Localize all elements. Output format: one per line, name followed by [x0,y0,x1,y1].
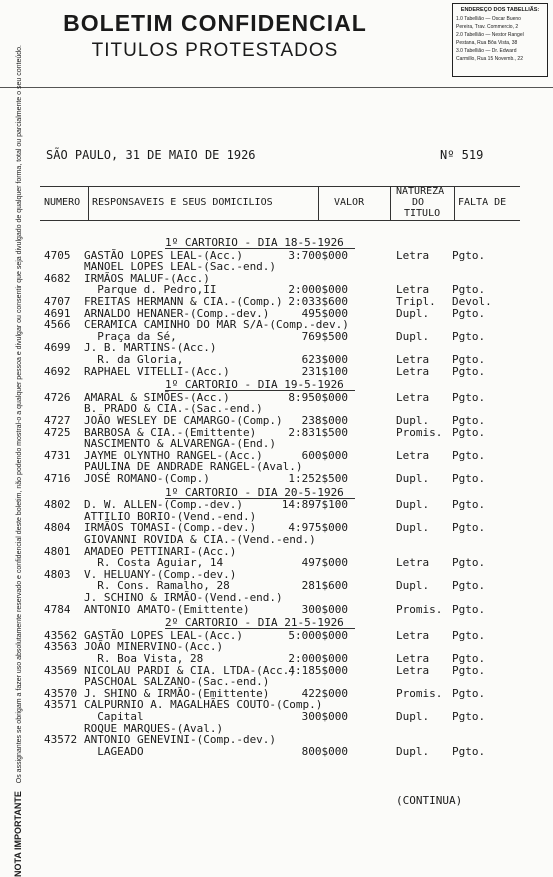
row-value: 281$600 [301,579,348,593]
row-reason: Pgto. [452,579,486,593]
table-row [0,472,553,485]
row-number: 43569 [44,663,78,677]
row-responsible: J. SHINO & IRMÃO-(Emittente) [84,686,270,700]
address-line: Pereira, Trav. Commercio, 2 [456,24,519,30]
row-nature: Letra [396,448,430,462]
row-responsible: CALPURNIO A. MAGALHÃES COUTO-(Comp.) [84,698,323,712]
row-responsible: Praça da Sé, [84,329,177,343]
row-nature: Letra [396,248,430,262]
row-reason: Pgto. [452,472,486,485]
row-responsible: JOÃO WESLEY DE CAMARGO-(Comp.) [84,414,283,427]
notary-addresses-box [452,3,548,77]
row-responsible: IRMÃOS TOMASI-(Comp.-dev.) [84,521,257,535]
row-reason: Pgto. [452,498,486,512]
row-nature: Letra [396,556,430,570]
row-value: 495$000 [301,306,348,320]
row-value: 422$000 [301,686,348,700]
col-divider [390,186,391,220]
row-reason: Pgto. [452,710,486,723]
row-responsible: JOSÉ ROMANO-(Comp.) [84,472,210,485]
col-header-numero: NUMERO [44,197,81,208]
row-nature: Letra [396,283,430,297]
table-row [0,603,553,616]
header-divider [0,87,553,88]
row-value: 800$000 [301,744,348,758]
row-responsible: R. da Gloria, [84,353,184,366]
row-nature: Dupl. [396,744,430,758]
row-nature: Letra [396,364,430,378]
row-reason: Pgto. [452,353,486,366]
row-responsible: BARBOSA & CIA.-(Emittente) [84,425,257,439]
row-responsible: B. PRADO & CIA.-(Sac.-end.) [84,402,263,416]
row-number: 4731 [44,448,71,462]
row-number: 43563 [44,640,78,654]
row-responsible: Parque d. Pedro,II [84,283,217,297]
row-responsible: FREITAS HERMANN & CIA.-(Comp.) [84,295,283,308]
row-number: 4716 [44,472,71,485]
row-value: 2:033$600 [288,295,348,308]
row-nature: Dupl. [396,498,430,512]
address-line: Carmillo, Rua 15 Novemb., 22 [456,56,523,62]
address-line: 1.0 Tabellião — Oscar Bueno [456,16,521,22]
section-heading: 1º CARTORIO - DIA 19-5-1926 [165,378,344,392]
issue-number: Nº 519 [440,148,484,162]
row-responsible: Capital [84,710,144,723]
row-value: 4:975$000 [288,521,348,535]
row-reason: Pgto. [452,556,486,570]
row-reason: Pgto. [452,744,486,758]
row-number: 4707 [44,295,71,308]
row-reason: Devol. [452,295,492,308]
row-responsible: J. B. MARTINS-(Acc.) [84,341,217,355]
row-number: 4725 [44,425,71,439]
row-number: 4691 [44,306,71,320]
col-divider [454,186,455,220]
row-responsible: NICOLAU PARDI & CIA. LTDA-(Acc.) [84,663,296,677]
row-value: 2:000$000 [288,283,348,297]
row-value: 300$000 [301,602,348,616]
row-number: 4803 [44,567,71,581]
row-responsible: NASCIMENTO & ALVARENGA-(End.) [84,437,277,451]
row-value: 2:000$000 [288,652,348,665]
row-nature: Dupl. [396,306,430,320]
bulletin-subtitle: TITULOS PROTESTADOS [91,40,339,61]
row-responsible: R. Cons. Ramalho, 28 [84,579,230,593]
row-nature: Dupl. [396,579,430,593]
row-nature: Promis. [396,686,443,700]
row-value: 8:950$000 [288,390,348,404]
row-nature: Letra [396,628,430,642]
row-number: 43571 [44,698,78,712]
row-value: 2:831$500 [288,425,348,439]
row-value: 231$100 [301,364,348,378]
row-number: 43572 [44,733,78,747]
row-reason: Pgto. [452,390,486,404]
row-nature: Dupl. [396,414,430,427]
row-responsible: ATTILIO BORIO-(Vend.-end.) [84,509,257,523]
continua-note: (CONTINUA) [396,794,463,807]
sidebar-note-label: NOTA IMPORTANTE [13,791,23,877]
row-responsible: ANTONIO AMATO-(Emittente) [84,602,250,616]
row-responsible: GASTÃO LOPES LEAL-(Acc.) [84,628,243,642]
row-number: 43562 [44,628,78,642]
row-nature: Promis. [396,602,443,616]
col-header-responsaveis: RESPONSAVEIS E SEUS DOMICILIOS [92,197,273,208]
col-header-natureza-titulo: TITULO [404,208,441,219]
row-number: 4804 [44,521,71,535]
row-value: 3:700$000 [288,248,348,262]
address-line: 3.0 Tabellião — Dr. Edward [456,48,517,54]
row-responsible: ROQUE MARQUES-(Aval.) [84,721,224,735]
row-reason: Pgto. [452,628,486,642]
sidebar-note-text: Os assignantes se obrigam a fazer uso absolutamente reservado e confidencial deste boletim, não podendo mostral-o a qualquer pessoa e divulgar ou consentir que seja divulgado de qualquer forma, total ou parcialmente o seu conteúdo. [16,45,23,784]
dateline: SÃO PAULO, 31 DE MAIO DE 1926 [46,148,256,162]
row-value: 14:897$100 [281,498,348,512]
section-heading: 1º CARTORIO - DIA 18-5-1926 [165,236,344,249]
row-number: 4566 [44,318,71,332]
row-responsible: CERAMICA CAMINHO DO MAR S/A-(Comp.-dev.) [84,318,349,332]
row-number: 4801 [44,544,71,558]
row-nature: Dupl. [396,710,430,723]
addresses-title: ENDEREÇO DOS TABELLIÃS: [460,7,540,13]
row-number: 4784 [44,602,71,616]
row-nature: Letra [396,353,430,366]
row-responsible: V. HELUANY-(Comp.-dev.) [84,567,237,581]
row-responsible: R. Costa Aguiar, 14 [84,556,224,570]
row-number: 4727 [44,414,71,427]
row-responsible: D. W. ALLEN-(Comp.-dev.) [84,498,243,512]
row-value: 600$000 [301,448,348,462]
row-reason: Pgto. [452,425,486,439]
row-responsible: J. SCHINO & IRMÃO-(Vend.-end.) [84,591,283,604]
row-responsible: LAGEADO [84,744,144,758]
row-value: 300$000 [301,710,348,723]
row-reason: Pgto. [452,448,486,462]
row-value: 623$000 [301,353,348,366]
row-nature: Dupl. [396,521,430,535]
row-number: 4699 [44,341,71,355]
row-reason: Pgto. [452,306,486,320]
row-nature: Letra [396,663,430,677]
row-reason: Pgto. [452,283,486,297]
row-responsible: ANTONIO GENEVINI-(Comp.-dev.) [84,733,277,747]
row-responsible: MANOEL LOPES LEAL-(Sac.-end.) [84,260,277,274]
row-value: 497$000 [301,556,348,570]
bulletin-title: BOLETIM CONFIDENCIAL [63,10,367,36]
address-line: Pestana, Rua Bôa Vista, 38 [456,40,518,46]
row-responsible: PASCHOAL SALZANO-(Sac.-end.) [84,675,270,689]
row-responsible: AMADEO PETTINARI-(Acc.) [84,544,237,558]
section-heading: 1º CARTORIO - DIA 20-5-1926 [165,485,344,499]
row-reason: Pgto. [452,414,486,427]
row-reason: Pgto. [452,652,486,665]
col-header-natureza-do: DO [412,197,425,208]
row-reason: Pgto. [452,521,486,535]
row-number: 4726 [44,390,71,404]
row-reason: Pgto. [452,602,486,616]
row-nature: Promis. [396,425,443,439]
col-divider [318,186,319,220]
section-heading: 2º CARTORIO - DIA 21-5-1926 [165,616,344,630]
table-top-rule [40,186,520,187]
row-reason: Pgto. [452,663,486,677]
row-reason: Pgto. [452,364,486,378]
row-responsible: R. Boa Vista, 28 [84,652,204,665]
col-header-natureza: NATUREZA [396,186,445,197]
row-value: 769$500 [301,329,348,343]
row-responsible: RAPHAEL VITELLI-(Acc.) [84,364,230,378]
row-value: 4:185$000 [288,663,348,677]
row-responsible: JOÃO MINERVINO-(Acc.) [84,640,224,654]
row-number: 4802 [44,498,71,512]
row-responsible: GASTÃO LOPES LEAL-(Acc.) [84,248,243,262]
row-responsible: AMARAL & SIMÕES-(Acc.) [84,390,230,404]
table-header-bottom-rule [40,220,520,221]
row-number: 43570 [44,686,78,700]
row-nature: Letra [396,652,430,665]
table-row [0,745,553,758]
row-number: 4705 [44,248,71,262]
row-number: 4682 [44,271,71,285]
table-row [0,365,553,378]
row-value: 1:252$500 [288,472,348,485]
col-header-falta: FALTA DE [458,197,507,208]
row-nature: Tripl. [396,295,436,308]
row-responsible: JAYME OLYNTHO RANGEL-(Acc.) [84,448,263,462]
col-header-valor: VALOR [334,197,365,208]
row-nature: Letra [396,390,430,404]
row-nature: Dupl. [396,329,430,343]
row-value: 5:000$000 [288,628,348,642]
row-reason: Pgto. [452,329,486,343]
row-responsible: PAULINA DE ANDRADE RANGEL-(Aval.) [84,460,303,474]
row-nature: Dupl. [396,472,430,485]
row-value: 238$000 [301,414,348,427]
row-responsible: IRMÃOS MALUF-(Acc.) [84,271,210,285]
address-line: 2.0 Tabellião — Nestor Rangel [456,32,524,38]
row-number: 4692 [44,364,71,378]
row-reason: Pgto. [452,248,486,262]
row-reason: Pgto. [452,686,486,700]
col-divider [88,186,89,220]
row-responsible: GIOVANNI ROVIDA & CIA.-(Vend.-end.) [84,533,316,546]
row-responsible: ARNALDO HENANER-(Comp.-dev.) [84,306,270,320]
